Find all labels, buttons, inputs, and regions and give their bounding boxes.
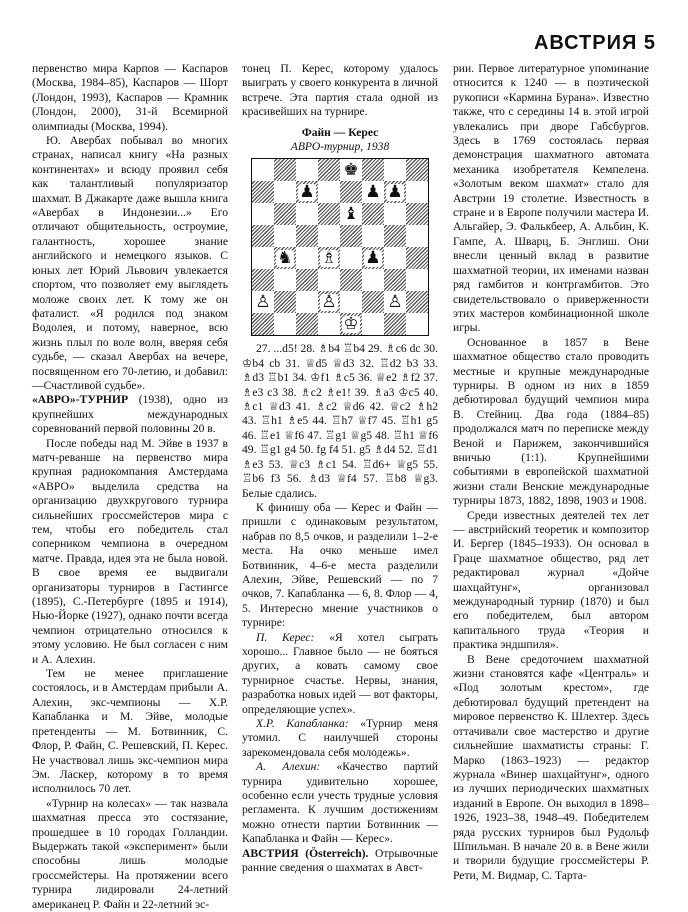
board-square (406, 247, 428, 269)
board-square (318, 269, 340, 291)
board-square (340, 203, 362, 225)
board-square (318, 203, 340, 225)
entry-austria: АВСТРИЯ (Österreich). Отрывочные ранние сведения о шахматах в Авст- (242, 846, 438, 875)
board-square (384, 159, 406, 181)
chess-piece: ♟ (387, 181, 403, 202)
quote: Х.Р. Капабланка: «Турнир меня утомил. С наилучшей стороны зарекомендовала себя молодежь». (242, 717, 438, 759)
board-square (384, 203, 406, 225)
quote: П. Керес: «Я хотел сыграть хорошо... Главное было — не бояться других, а ковать самому свое турнирное счастье. Нервы, знания, разработка новых идей — вот факторы, определяющие успех». (242, 630, 438, 716)
board-square (362, 269, 384, 291)
board-square (274, 159, 296, 181)
board-square (340, 247, 362, 269)
board-square (384, 225, 406, 247)
running-header: АВСТРИЯ 5 (533, 32, 656, 54)
paragraph: «Турнир на колесах» — так назвала шахматная пресса это состязание, прошедшее в 10 городах Голландии. Выдержать такой «эксперимент» были способны лишь молодые гроссмейстеры. На протяжении всего турнира лидировали 24-летний американец Р. Файн и 22-летний эс- (32, 796, 228, 911)
board-square (274, 291, 296, 313)
board-square (318, 159, 340, 181)
board-square (340, 181, 362, 203)
chess-piece: ♟ (365, 181, 381, 202)
board-square (406, 225, 428, 247)
game-subtitle: АВРО-турнир, 1938 (290, 140, 390, 154)
board-square (362, 291, 384, 313)
chess-piece: ♚ (343, 159, 359, 180)
board-square (384, 291, 406, 313)
board-square (340, 159, 362, 181)
column-left (32, 62, 228, 912)
board-square (274, 247, 296, 269)
chess-piece: ♙ (387, 291, 403, 312)
board-square (362, 313, 384, 335)
board-square (274, 269, 296, 291)
board-square (318, 247, 340, 269)
board-square (340, 269, 362, 291)
paragraph: В Вене средоточием шахматной жизни становятся кафе «Централь» и «Под золотым крестом», где дебютировал будущий претендент на мировое первенство К. Шлехтер. Здесь оттачивали свое мастерство и другие сильнейшие шахматисты страны: Г. Марко (1863–1923) — редактор журнала «Винер шахцайтунг», одного из лучших периодических шахматных изданий в Европе. Он выходил в 1898–1926, 1923–38, 1948–49. Победителем ряда русских турниров был Рудольф Шпильман. В начале 20 в. в Вене жили и творили будущие гроссмейстеры Р. Рети, М. Видмар, С. Тарта- (453, 652, 649, 882)
board-square (384, 247, 406, 269)
game-title: Файн — Керес (301, 125, 379, 139)
entry-heading: «АВРО»-ТУРНИР (32, 393, 129, 407)
column-middle (242, 62, 438, 875)
board-square (296, 291, 318, 313)
board-square (406, 313, 428, 335)
board-square (340, 291, 362, 313)
board-square (274, 203, 296, 225)
chess-piece: ♟ (299, 181, 315, 202)
chess-piece: ♟ (365, 247, 381, 268)
column-right (453, 62, 649, 883)
paragraph: После победы над М. Эйве в 1937 в матч-реванше на первенство мира крупная радиокомпания Амстердама «АВРО» выделила средства на организацию двухкругового турнира сильнейших гроссмейстеров мира с тем, чтобы его победитель стал соперником чемпиона в очередном матче. Правда, идея эта не была новой. В свое время ее выдвигали организаторы турниров в Гастингсе (1895), С.-Петербурге (1895 и 1914), Нью-Йорке (1927), однако почти всегда чемпион отрицательно относился к этому условию. Не был согласен с ним и А. Алехин. (32, 436, 228, 666)
board-square (406, 159, 428, 181)
board-square (318, 313, 340, 335)
board-square (406, 203, 428, 225)
quote-author: А. Алехин: (256, 760, 321, 774)
board-square (318, 181, 340, 203)
board-square (252, 247, 274, 269)
chess-piece: ♝ (343, 203, 359, 224)
board-square (384, 181, 406, 203)
chess-board (251, 158, 429, 336)
board-square (362, 203, 384, 225)
quote-author: Х.Р. Капабланка: (256, 717, 349, 730)
board-square (340, 225, 362, 247)
board-square (296, 247, 318, 269)
paragraph: первенство мира Карпов — Каспаров (Москва, 1984–85), Каспаров — Шорт (Лондон, 1993), Каспаров — Крамник (Лондон, 2000), 31-й Всемирной олимпиады (Москва, 1994). (32, 62, 228, 133)
board-square (296, 181, 318, 203)
board-square (252, 291, 274, 313)
game-moves: 27. ...d5! 28. ♗b4 ♖b4 29. ♗c6 dc 30. ♔b4 cb 31. ♕d5 ♕d3 32. ♖d2 b3 33. ♗d3 ♖b1 34. ♔f1 ♗c5 36. ♕e2 ♗f2 37. ♗e3 c3 38. ♗c2 ♗e1! 39. ♗a3 ♔c5 40. ♗c1 ♕d3 41. ♗c2 ♕d6 42. ♕c2 ♗h2 43. ♖h1 ♗e5 44. ♖h7 ♕f7 45. ♖h1 g5 46. ♖e1 ♕f6 47. ♖g1 ♕g5 48. ♖h1 ♕f6 49. ♖g1 g4 50. fg f4 51. g5 ♗d4 52. ♖d1 ♗e3 53. ♕c3 ♗c1 54. ♖d6+ ♕g5 55. ♖b6 f3 56. ♗d3 ♕f4 57. ♖b8 ♕g3. Белые сдались. (242, 342, 438, 500)
chess-piece: ♞ (277, 247, 293, 268)
paragraph: тонец П. Керес, которому удалось выиграть у своего конкурента в личной встрече. Эта партия стала одной из красивейших на турнире. (242, 62, 438, 119)
board-square (274, 181, 296, 203)
chess-piece: ♙ (255, 291, 271, 312)
board-square (252, 159, 274, 181)
entry-heading: АВСТРИЯ (Österreich). (242, 846, 369, 860)
paragraph: рии. Первое литературное упоминание относится к 1240 — в поэтической рукописи «Кармина Бурана». Известно также, что с середины 14 в. этой игрой увлекались при дворе Габсбургов. Здесь в 1769 состоялась первая демонстрация шахматного автомата механика изобретателя Кемпелена. «Золотым веком шахмат» стало для Австрии 19 столетие. Известность в стране и в Европе получили мастера И. Альгайер, Э. Фалькбеер, А. Альбин, К. Гампе, А. Шварц, Б. Энглиш. Они внесли ценный вклад в развитие шахматной теории, их именами назван ряд гамбитов и контргамбитов. Это свидетельствовало о приверженности этих мастеров комбинационной школе игры. (453, 62, 649, 335)
board-square (252, 225, 274, 247)
board-square (274, 313, 296, 335)
board-square (252, 313, 274, 335)
quote-author: П. Керес: (256, 630, 315, 644)
board-square (406, 269, 428, 291)
paragraph: К финишу оба — Керес и Файн — пришли с одинаковым результатом, набрав по 8,5 очков, и разделили 1–2-е места. На очко меньше имел Ботвинник, 4–6-е места разделили Алехин, Эйве, Решевский — по 7 очков, 7. Капабланка — 6, 8. Флор — 4, 5. Интересно мнение участников о турнире: (242, 500, 438, 630)
board-square (274, 225, 296, 247)
paragraph: Основанное в 1857 в Вене шахматное общество стало проводить местные и крупные международные турниры. В одном из них в 1859 дебютировал будущий чемпион мира В. Стейниц. Два года (1884–85) продолжался матч по переписке между Веной и Парижем, закончившийся вничью (1:1). Крупнейшими событиями в европейской шахматной жизни стали Венские международные турниры 1873, 1882, 1898, 1903 и 1908. (453, 335, 649, 508)
board-square (406, 181, 428, 203)
board-square (252, 203, 274, 225)
board-square (252, 269, 274, 291)
board-square (296, 159, 318, 181)
paragraph: Тем не менее приглашение состоялось, и в Амстердам прибыли А. Алехин, экс-чемпионы — Х.Р. Капабланка и М. Эйве, молодые претенденты — М. Ботвинник, С. Флор, Р. Файн, С. Решевский, П. Керес. Не участвовал лишь экс-чемпион мира Эм. Ласкер, которому в то время исполнилось 70 лет. (32, 667, 228, 796)
board-square (362, 159, 384, 181)
chess-piece: ♙ (321, 291, 337, 312)
board-square (318, 225, 340, 247)
board-square (362, 181, 384, 203)
entry-avro: «АВРО»-ТУРНИР (1938), одно из крупнейших международных соревнований первой половины 20 в. (32, 393, 228, 436)
board-square (340, 313, 362, 335)
board-square (296, 225, 318, 247)
board-square (296, 269, 318, 291)
board-square (252, 181, 274, 203)
paragraph: Среди известных деятелей тех лет — австрийский теоретик и композитор И. Бергер (1845–1933). Он основал в Граце шахматное общество, ряд лет редактировал журнал «Дойче шахцайтунг», организовал международный турнир (1870) и был его победителем, был автором капитального труда «Теория и практика эндшпиля». (453, 508, 649, 652)
board-square (318, 291, 340, 313)
chess-piece: ♗ (321, 247, 337, 268)
paragraph: Ю. Авербах побывал во многих странах, написал книгу «На разных континентах» и всюду проявил себя как талантливый популяризатор шахмат. В Джакарте даже вышла книга «Авербах в Индонезии...» Его отличают общительность, остроумие, галантность, хорошее знание английского и немецкого языков. С юных лет Юрий Львович увлекается спортом, что позволяет ему выглядеть моложе своих лет. К тому же он фаталист. «Я родился под знаком Водолея, и потому, наверное, всю жизнь плыл по воле волн, вверяя себя судьбе, — сказал Авербах на вечере, посвященном его 70-летию, и добавил: —Счастливой судьбе». (32, 134, 228, 392)
chess-piece: ♔ (343, 313, 359, 334)
board-square (296, 313, 318, 335)
quote: А. Алехин: «Качество партий турнира удивительно хорошее, особенно если учесть трудные условия регламента. К лучшим достижениям можно отнести партии Ботвинник — Капабланка и Файн — Керес». (242, 760, 438, 846)
board-square (296, 203, 318, 225)
board-square (384, 313, 406, 335)
board-square (362, 247, 384, 269)
board-square (406, 291, 428, 313)
board-square (384, 269, 406, 291)
board-square (362, 225, 384, 247)
